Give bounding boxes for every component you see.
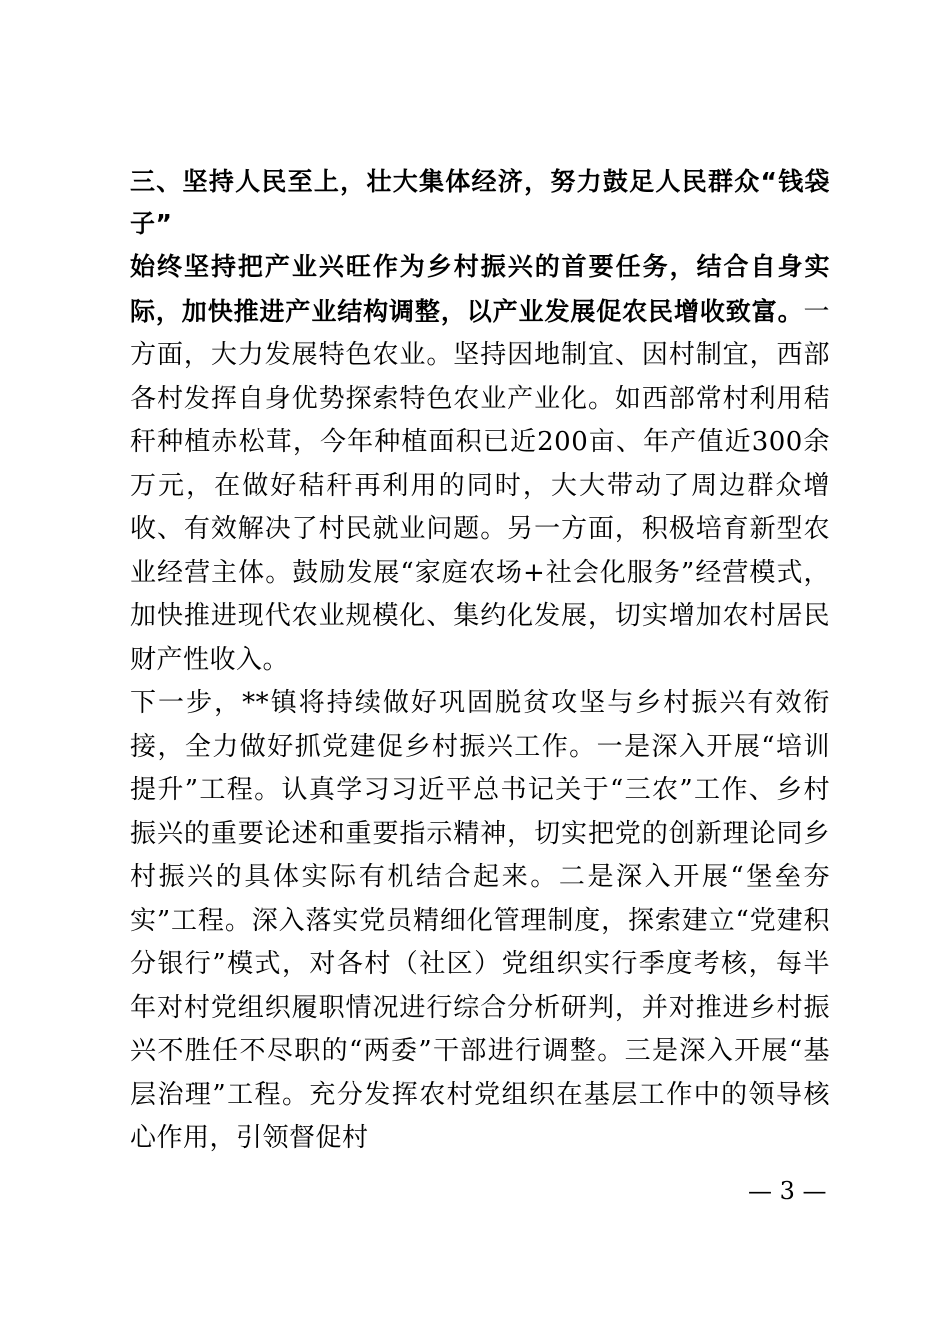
paragraph-industry — [130, 245, 830, 682]
section-heading: 三、坚持人民至上，壮大集体经济，努力鼓足人民群众“钱袋子” — [130, 167, 830, 238]
paragraph-body-text: 一方面，大力发展特色农业。坚持因地制宜、因村制宜，西部各村发挥自身优势探索特色农业产业化。如西部常村利用秸秆种植赤松茸，今年种植面积已近200亩、年产值近300余万元，在做好秸秆再利用的同时，大大带动了周边群众增收、有效解决了村民就业问题。另一方面，积极培育新型农业经营主体。鼓励发展“家庭农场+社会化服务”经营模式，加快推进现代农业规模化、集约化发展，切实增加农村居民财产性收入。 — [130, 296, 830, 675]
document-body — [130, 158, 830, 1161]
paragraph-lead-sentence: 始终坚持把产业兴旺作为乡村振兴的首要任务，结合自身实际，加快推进产业结构调整，以产业发展促农民增收致富。 — [130, 252, 830, 326]
page-number: — 3 — — [748, 1177, 827, 1205]
paragraph-next-steps: 下一步，**镇将持续做好巩固脱贫攻坚与乡村振兴有效衔接，全力做好抓党建促乡村振兴工作。一是深入开展“培训提升”工程。认真学习习近平总书记关于“三农”工作、乡村振兴的重要论述和重要指示精神，切实把党的创新理论同乡村振兴的具体实际有机结合起来。二是深入开展“堡垒夯实”工程。深入落实党员精细化管理制度，探索建立“党建积分银行”模式，对各村（社区）党组织实行季度考核，每半年对村党组织履职情况进行综合分析研判，并对推进乡村振兴不胜任不尽职的“两委”干部进行调整。三是深入开展“基层治理”工程。充分发挥农村党组织在基层工作中的领导核心作用，引领督促村 — [130, 688, 830, 1153]
